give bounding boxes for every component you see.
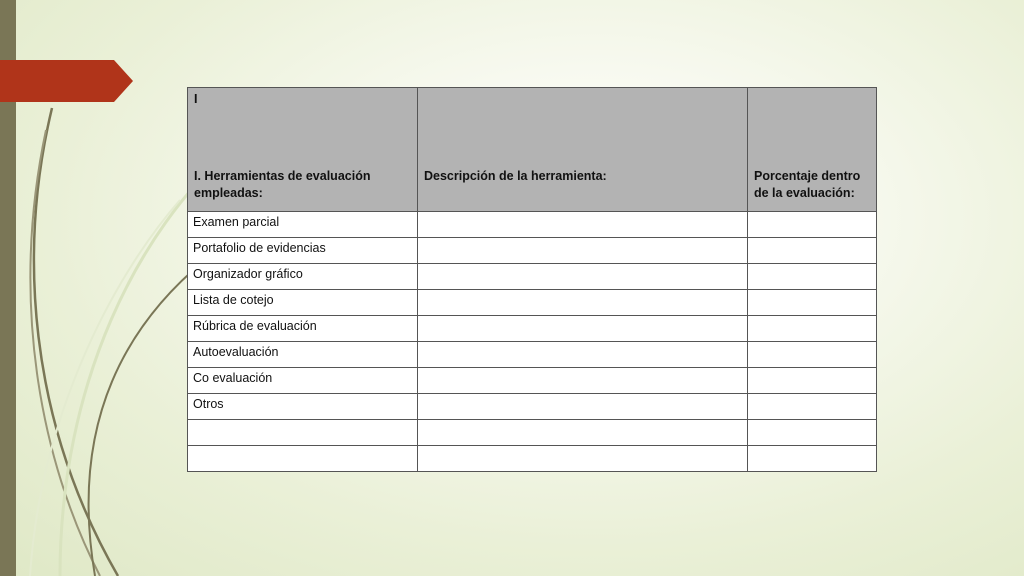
tool-cell: Organizador gráfico — [188, 264, 418, 290]
table-row — [188, 368, 877, 394]
table-row — [188, 290, 877, 316]
percent-cell — [748, 212, 877, 238]
description-cell — [418, 394, 748, 420]
table-row — [188, 212, 877, 238]
percent-cell — [748, 394, 877, 420]
percent-cell — [748, 420, 877, 446]
description-cell — [418, 368, 748, 394]
evaluation-table — [187, 87, 877, 472]
tool-cell — [188, 420, 418, 446]
percent-cell — [748, 238, 877, 264]
percent-cell — [748, 446, 877, 472]
description-cell — [418, 238, 748, 264]
header-tools-top-label: I — [194, 92, 198, 106]
tool-cell: Portafolio de evidencias — [188, 238, 418, 264]
header-description — [418, 88, 748, 212]
description-cell — [418, 290, 748, 316]
percent-cell — [748, 368, 877, 394]
tool-cell: Otros — [188, 394, 418, 420]
tool-cell: Autoevaluación — [188, 342, 418, 368]
curve-1 — [34, 108, 118, 576]
table-row — [188, 420, 877, 446]
percent-cell — [748, 316, 877, 342]
tool-cell — [188, 446, 418, 472]
description-cell — [418, 420, 748, 446]
description-cell — [418, 264, 748, 290]
header-description-label: Descripción de la herramienta: — [424, 169, 607, 183]
percent-cell — [748, 290, 877, 316]
percent-cell — [748, 342, 877, 368]
tool-cell: Rúbrica de evaluación — [188, 316, 418, 342]
table-row — [188, 446, 877, 472]
tool-cell: Co evaluación — [188, 368, 418, 394]
description-cell — [418, 212, 748, 238]
header-percent — [748, 88, 877, 212]
table-row — [188, 238, 877, 264]
description-cell — [418, 446, 748, 472]
table-row — [188, 342, 877, 368]
header-percent-label: Porcentaje dentro de la evaluación: — [754, 169, 861, 200]
percent-cell — [748, 264, 877, 290]
table-row — [188, 316, 877, 342]
tool-cell: Examen parcial — [188, 212, 418, 238]
red-tab-arrow — [0, 0, 140, 110]
table-row — [188, 394, 877, 420]
description-cell — [418, 316, 748, 342]
table-header-row — [188, 88, 877, 212]
evaluation-table-container — [187, 87, 876, 472]
header-tools — [188, 88, 418, 212]
description-cell — [418, 342, 748, 368]
table-row — [188, 264, 877, 290]
header-tools-label: I. Herramientas de evaluación empleadas: — [194, 169, 371, 200]
tool-cell: Lista de cotejo — [188, 290, 418, 316]
curve-5 — [30, 200, 180, 576]
